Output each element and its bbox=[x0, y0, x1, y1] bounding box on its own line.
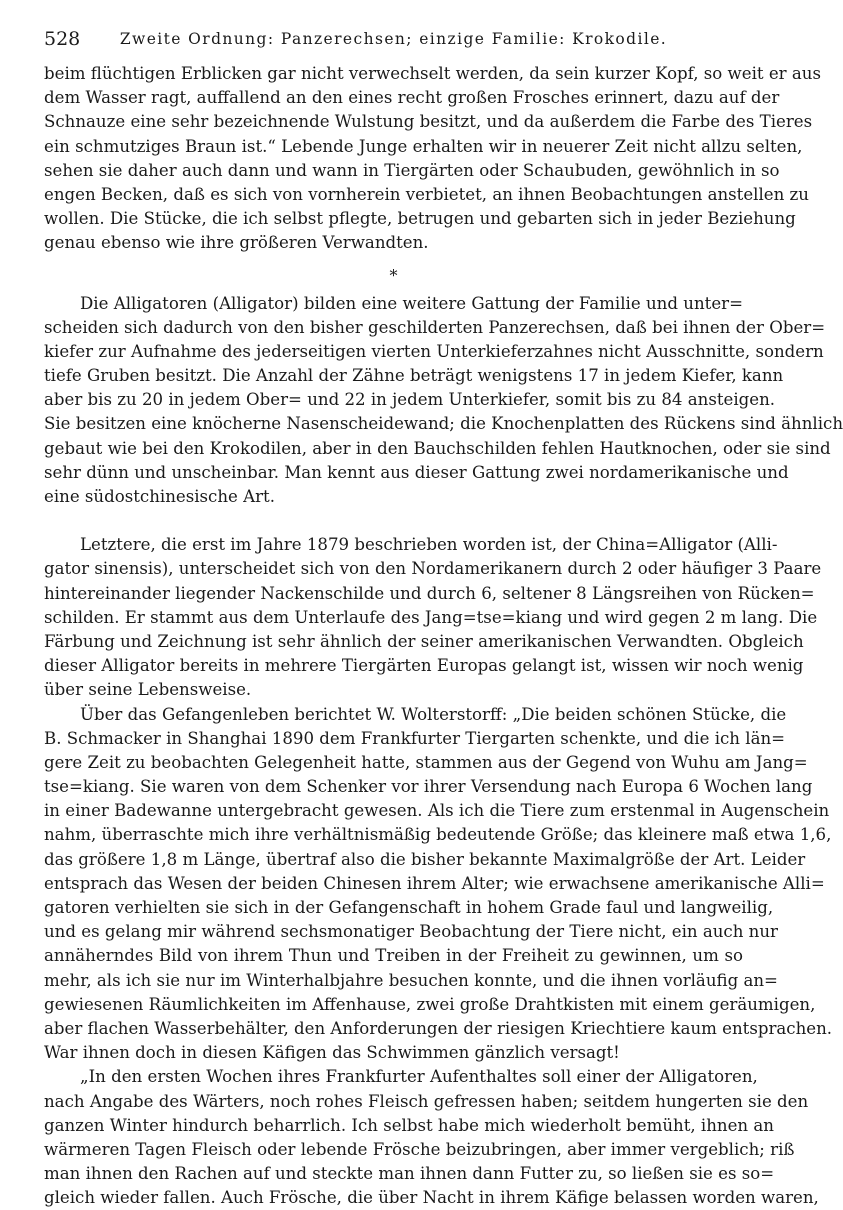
text-line: das größere 1,8 m Länge, übertraf also die bisher bekannte Maximalgröße der Art. Leider bbox=[44, 849, 806, 869]
text-line: Färbung und Zeichnung ist sehr ähnlich der seiner amerikanischen Verwandten. Obgleich bbox=[44, 631, 804, 651]
paragraph bbox=[44, 1065, 819, 1210]
page-header bbox=[44, 28, 743, 52]
text-line: sehr dünn und unscheinbar. Man kennt aus dieser Gattung zwei nordamerikanische und bbox=[44, 462, 789, 482]
text-line: genau ebenso wie ihre größeren Verwandten. bbox=[44, 233, 429, 253]
text-line: über seine Lebensweise. bbox=[44, 680, 252, 700]
text-line: dem Wasser ragt, auffallend an den eines recht großen Frosches erinnert, dazu auf der bbox=[44, 88, 780, 108]
text-line: tiefe Gruben besitzt. Die Anzahl der Zähne beträgt wenigstens 17 in jedem Kiefer, kann bbox=[44, 366, 784, 386]
paragraph-gap bbox=[44, 509, 743, 533]
text-line: in einer Badewanne untergebracht gewesen. Als ich die Tiere zum erstenmal in Augenschein bbox=[44, 801, 830, 821]
text-line: annäherndes Bild von ihrem Thun und Treiben in der Freiheit zu gewinnen, um so bbox=[44, 946, 743, 966]
text-line: kiefer zur Aufnahme des jederseitigen vierten Unterkieferzahnes nicht Ausschnitte, sondern bbox=[44, 341, 824, 361]
text-line: mehr, als ich sie nur im Winterhalbjahre besuchen konnte, und die ihnen vorläufig an= bbox=[44, 970, 778, 990]
text-line: aber flachen Wasserbehälter, den Anforderungen der riesigen Kriechtiere kaum entsprachen. bbox=[44, 1018, 833, 1038]
text-line: gewiesenen Räumlichkeiten im Affenhause, zwei große Drahtkisten mit einem geräumigen, bbox=[44, 994, 816, 1014]
text-line: schilden. Er stammt aus dem Unterlaufe des Jang=tse=kiang und wird gegen 2 m lang. Die bbox=[44, 607, 818, 627]
text-line: War ihnen doch in diesen Käfigen das Schwimmen gänzlich versagt! bbox=[44, 1043, 620, 1063]
text-line: eine südostchinesische Art. bbox=[44, 487, 275, 506]
text-line: „In den ersten Wochen ihres Frankfurter Aufenthaltes soll einer der Alligatoren, bbox=[80, 1067, 758, 1087]
page-number: 528 bbox=[44, 28, 81, 50]
text-line: wärmeren Tagen Fleisch oder lebende Frösche beizubringen, aber immer vergeblich; riß bbox=[44, 1139, 795, 1159]
text-line: und es gelang mir während sechsmonatiger Beobachtung der Tiere nicht, ein auch nur bbox=[44, 922, 778, 942]
text-line: entsprach das Wesen der beiden Chinesen ihrem Alter; wie erwachsene amerikanische Alli= bbox=[44, 873, 825, 893]
text-line: gebaut wie bei den Krokodilen, aber in den Bauchschilden fehlen Hautknochen, oder sie sind bbox=[44, 438, 831, 458]
text-line: Sie besitzen eine knöcherne Nasenscheidewand; die Knochenplatten des Rückens sind ähnlich bbox=[44, 414, 843, 434]
running-title: Zweite Ordnung: Panzerechsen; einzige Familie: Krokodile. bbox=[119, 30, 668, 48]
text-line: aber bis zu 20 in jedem Ober= und 22 in jedem Unterkiefer, somit bis zu 84 ansteigen. bbox=[44, 390, 776, 410]
text-line: Letztere, die erst im Jahre 1879 beschrieben worden ist, der China=Alligator (Alli- bbox=[80, 535, 778, 555]
text-line: gator sinensis), unterscheidet sich von den Nordamerikanern durch 2 oder häufiger 3 Paare bbox=[44, 559, 822, 579]
text-line: man ihnen den Rachen auf und steckte man ihnen dann Futter zu, so ließen sie es so= bbox=[44, 1164, 775, 1184]
text-line: hintereinander liegender Nackenschilde und durch 6, seltener 8 Längsreihen von Rücken= bbox=[44, 583, 815, 603]
text-line: gere Zeit zu beobachten Gelegenheit hatte, stammen aus der Gegend von Wuhu am Jang= bbox=[44, 752, 808, 772]
paragraph bbox=[44, 533, 822, 702]
text-line: ganzen Winter hindurch beharrlich. Ich selbst habe mich wiederholt bemüht, ihnen an bbox=[44, 1115, 774, 1135]
paragraph bbox=[44, 703, 833, 1066]
paragraph bbox=[44, 62, 821, 256]
text-line: tse=kiang. Sie waren von dem Schenker vor ihrer Versendung nach Europa 6 Wochen lang bbox=[44, 777, 813, 797]
text-line: dieser Alligator bereits in mehrere Tiergärten Europas gelangt ist, wissen wir noch wenig bbox=[44, 656, 804, 676]
text-line: wollen. Die Stücke, die ich selbst pflegte, betrugen und gebarten sich in jeder Beziehung bbox=[44, 209, 796, 229]
text-line: Schnauze eine sehr bezeichnende Wulstung besitzt, und da außerdem die Farbe des Tieres bbox=[44, 112, 813, 132]
text-line: beim flüchtigen Erblicken gar nicht verwechselt werden, da sein kurzer Kopf, so weit er aus bbox=[44, 64, 821, 83]
text-line: gleich wieder fallen. Auch Frösche, die über Nacht in ihrem Käfige belassen worden waren, bbox=[44, 1188, 819, 1208]
text-line: Über das Gefangenleben berichtet W. Wolterstorff: „Die beiden schönen Stücke, die bbox=[80, 704, 787, 724]
text-line: engen Becken, daß es sich von vornherein verbietet, an ihnen Beobachtungen anstellen zu bbox=[44, 184, 809, 204]
text-line: sehen sie daher auch dann und wann in Tiergärten oder Schaubuden, gewöhnlich in so bbox=[44, 160, 780, 180]
paragraph bbox=[44, 292, 843, 510]
text-line: B. Schmacker in Shanghai 1890 dem Frankfurter Tiergarten schenkte, und die ich län= bbox=[44, 728, 786, 748]
text-line: nach Angabe des Wärters, noch rohes Fleisch gefressen haben; seitdem hungerten sie den bbox=[44, 1091, 809, 1111]
text-line: gatoren verhielten sie sich in der Gefangenschaft in hohem Grade faul und langweilig, bbox=[44, 898, 774, 917]
text-line: nahm, überraschte mich ihre verhältnismäßig bedeutende Größe; das kleinere maß etwa 1,6, bbox=[44, 825, 832, 845]
body-text bbox=[44, 62, 843, 1210]
text-line: ein schmutziges Braun ist.“ Lebende Junge erhalten wir in neuerer Zeit nicht allzu selten, bbox=[44, 136, 803, 156]
section-separator: * bbox=[389, 265, 398, 285]
text-line: scheiden sich dadurch von den bisher geschilderten Panzerechsen, daß bei ihnen der Ober= bbox=[44, 317, 826, 337]
text-line: Die Alligatoren (Alligator) bilden eine weitere Gattung der Familie und unter= bbox=[80, 293, 743, 313]
